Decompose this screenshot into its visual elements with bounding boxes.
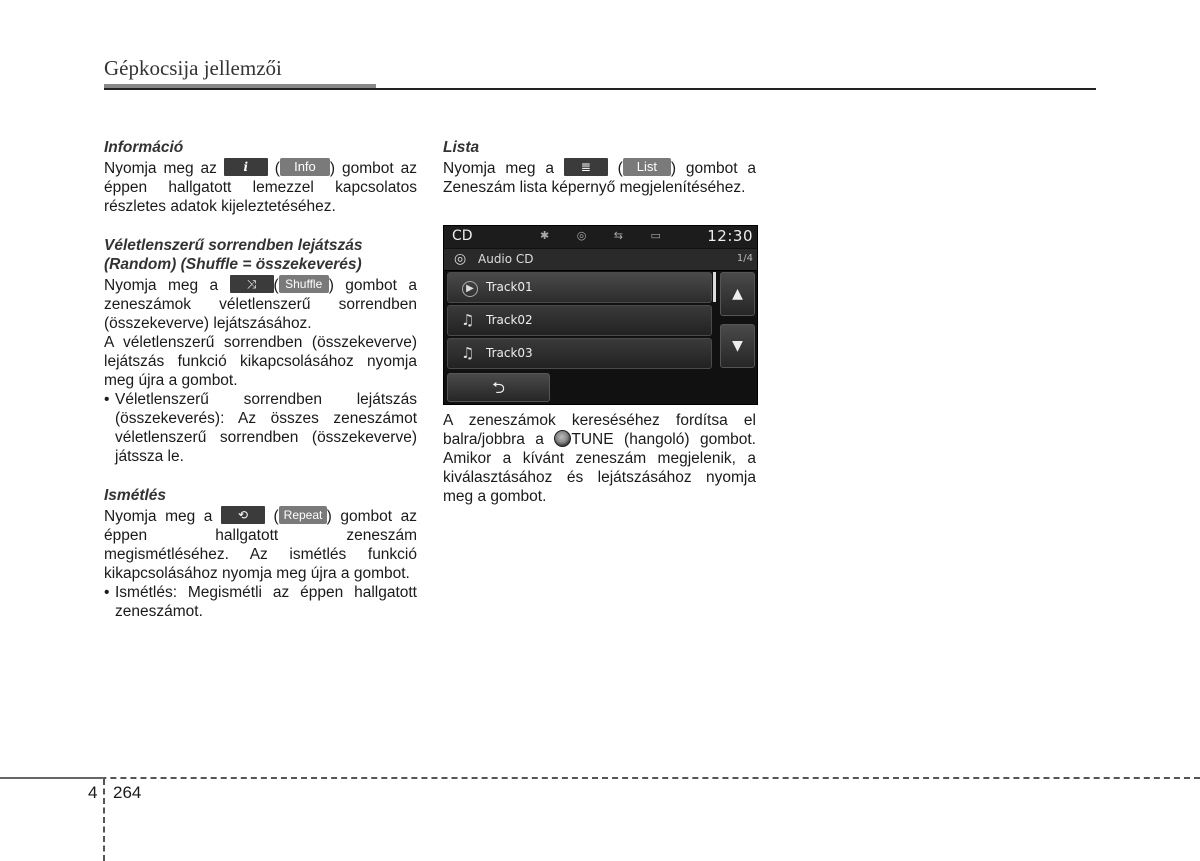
- random-text-close: ) gombot a: [328, 277, 417, 294]
- repeat-icon: ⟲: [237, 508, 248, 523]
- paren-open: (: [273, 277, 279, 294]
- tune-paragraph: [443, 411, 756, 506]
- middle-column-bottom: [443, 411, 756, 506]
- info-text-rest: az éppen hallgatott lemezzel kapcsolatos részletes adatok kijeleztetéséhez.: [104, 160, 417, 215]
- list-text-close: ) gombot a: [670, 160, 756, 177]
- music-note-icon: ♫: [461, 344, 475, 362]
- page-number: 264: [113, 783, 142, 802]
- track-item[interactable]: [447, 338, 712, 369]
- track-count: 1/4: [736, 253, 753, 264]
- back-button[interactable]: [447, 373, 550, 402]
- screen-clock: 12:30: [707, 227, 753, 245]
- info-paragraph: [104, 159, 417, 216]
- random-text-pre: Nyomja meg a: [104, 277, 219, 294]
- track-name: Track03: [486, 346, 533, 360]
- status-icons: ✱ ◎ ⇆ ▭: [540, 229, 673, 242]
- repeat-bullet-text: Ismétlés: Megismétli az éppen hallgatott zeneszámot.: [115, 584, 417, 620]
- screen-source-bar: [444, 249, 757, 271]
- info-text-close: ) gombot: [329, 160, 394, 177]
- back-arrow-icon: ⮌: [492, 378, 505, 397]
- paren-open: (: [274, 160, 280, 177]
- track-item[interactable]: [447, 272, 712, 303]
- footer-rule-solid: [0, 777, 104, 779]
- list-text-rest: Zeneszám lista képernyő megjelenítéséhez.: [443, 179, 746, 196]
- list-softkey: List: [623, 158, 671, 176]
- list-text-pre: Nyomja meg a: [443, 160, 554, 177]
- music-note-icon: ♫: [461, 311, 475, 329]
- random-bullet-text: Véletlenszerű sorrendben lejátszás (összekeverés): Az összes zeneszámot véletlenszerű sorrendben (összekeverve) játssza le.: [115, 391, 417, 465]
- random-bullet: [104, 390, 417, 466]
- shuffle-icon: ⤨: [246, 277, 257, 292]
- scrollbar[interactable]: [713, 272, 716, 302]
- tune-text-a: A zeneszámok kereséséhez fordítsa el balra/jobbra a: [443, 412, 756, 448]
- footer-rule: [0, 777, 1200, 779]
- section-title-repeat: Ismétlés: [104, 487, 167, 504]
- section-title-random: Véletlenszerű sorrendben lejátszás (Random) (Shuffle = összekeverés): [104, 237, 363, 273]
- scroll-up-button[interactable]: [720, 272, 755, 316]
- info-i-icon: i: [243, 160, 249, 175]
- list-paragraph: [443, 159, 756, 197]
- screen-status-bar: [444, 226, 757, 248]
- random-paragraph: [104, 276, 417, 333]
- bullet-dot: •: [104, 584, 110, 601]
- repeat-text-pre: Nyomja meg a: [104, 508, 213, 525]
- repeat-paragraph: [104, 507, 417, 583]
- footer-divider: [103, 779, 105, 861]
- play-circle-icon: ▶: [462, 281, 478, 297]
- repeat-text-close: ) gombot: [326, 508, 393, 525]
- random-text-rest: zeneszámok véletlenszerű sorrendben (összekeverve) lejátszásához.: [104, 296, 417, 332]
- page-header-title: Gépkocsija jellemzői: [104, 56, 282, 80]
- header-rule: [104, 88, 1096, 90]
- repeat-key-button: [221, 506, 265, 524]
- info-softkey: Info: [280, 158, 330, 176]
- source-label: Audio CD: [478, 252, 534, 266]
- track-item[interactable]: [447, 305, 712, 336]
- left-column: [104, 138, 417, 621]
- repeat-bullet: [104, 583, 417, 621]
- section-title-info: Információ: [104, 139, 184, 156]
- repeat-text-rest: az éppen hallgatott zeneszám megismétléséhez. Az ismétlés funkció kikapcsolásához nyomja meg újra a gombot.: [104, 508, 417, 582]
- section-title-list: Lista: [443, 139, 480, 156]
- screen-mode: CD: [452, 228, 473, 244]
- paren-open: (: [273, 508, 279, 525]
- scroll-down-button[interactable]: [720, 324, 755, 368]
- info-text-pre: Nyomja meg az: [104, 160, 217, 177]
- middle-column: [443, 138, 756, 197]
- tune-text-b: (hangoló) gombot. Amikor a kívánt zeneszám megjelenik, a kiválasztásához és lejátszásához nyomja meg a gombot.: [443, 431, 756, 505]
- arrow-down-icon: ▼: [732, 338, 743, 354]
- shuffle-softkey: Shuffle: [279, 275, 329, 293]
- arrow-up-icon: ▲: [732, 286, 743, 302]
- random-paragraph-2: A véletlenszerű sorrendben (összekeverve) lejátszás funkció kikapcsolásához nyomja meg újra a gombot.: [104, 334, 417, 389]
- info-key-button: [224, 158, 268, 176]
- tune-knob-icon: [554, 430, 571, 447]
- repeat-softkey: Repeat: [279, 506, 327, 524]
- paren-open: (: [617, 160, 623, 177]
- shuffle-key-button: [230, 275, 274, 293]
- tune-label: TUNE: [571, 431, 614, 448]
- track-name: Track01: [486, 280, 533, 294]
- bullet-dot: •: [104, 391, 110, 408]
- disc-icon: ◎: [454, 251, 467, 267]
- track-name: Track02: [486, 313, 533, 327]
- list-icon: ≣: [580, 160, 591, 175]
- chapter-number: 4: [88, 783, 98, 802]
- cd-list-screen: [443, 225, 758, 405]
- list-key-button: [564, 158, 608, 176]
